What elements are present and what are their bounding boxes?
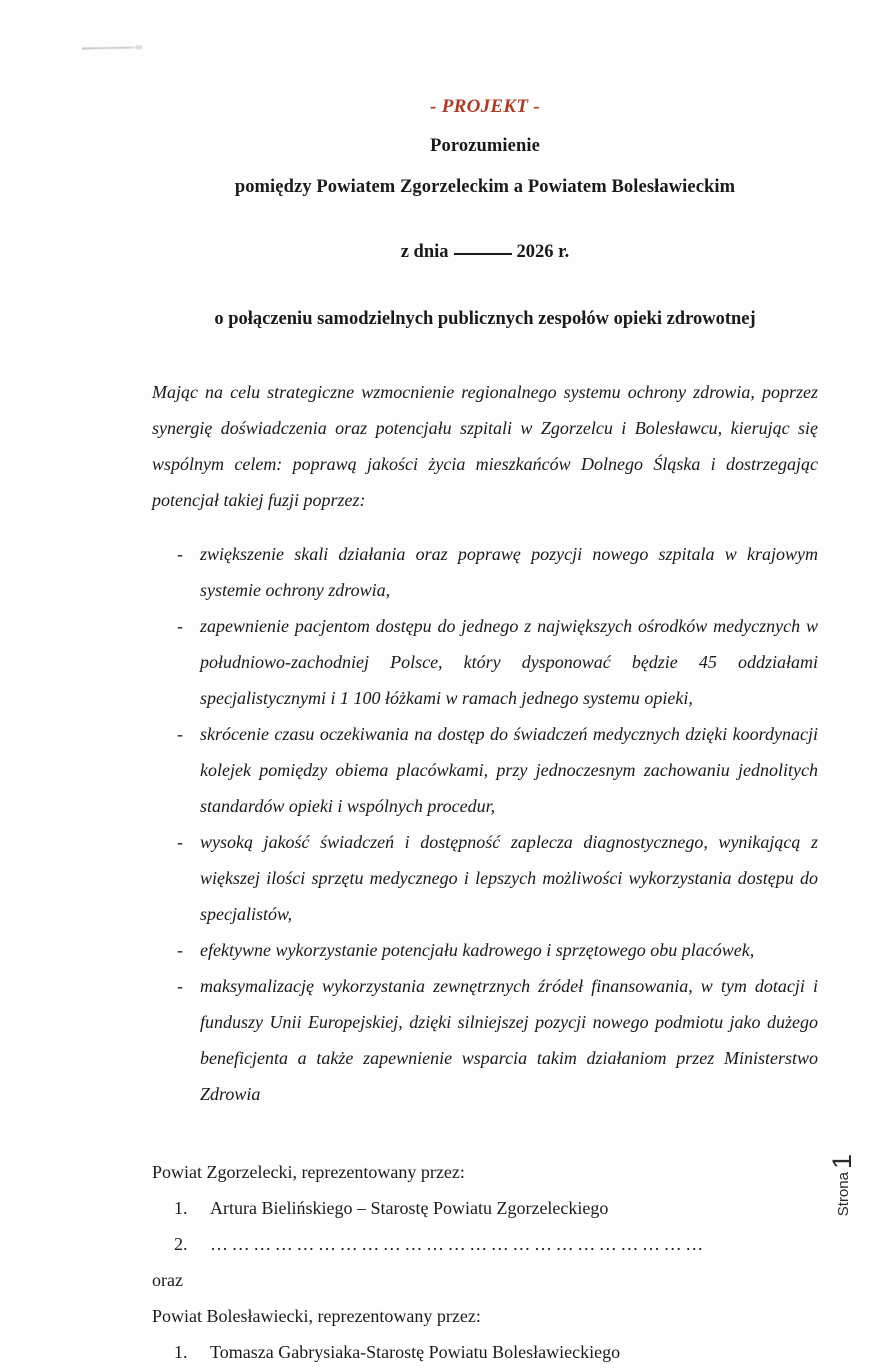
- bullet-dash-icon: -: [177, 616, 183, 636]
- document-subtitle-parties: pomiędzy Powiatem Zgorzeleckim a Powiatem Bolesławieckim: [234, 177, 736, 197]
- list-item-text: skrócenie czasu oczekiwania na dostęp do świadczeń medycznych dzięki koordynacji kolejek pomiędzy obiema placówkami, przy jednoczesnym zachowaniu jednolitych standardów opieki i wspólnych procedur,: [200, 724, 818, 816]
- party-one-heading: Powiat Zgorzelecki, reprezentowany przez:: [152, 1162, 465, 1182]
- list-item: [152, 716, 818, 824]
- list-item-text: zwiększenie skali działania oraz poprawę pozycji nowego szpitala w krajowym systemie ochrony zdrowia,: [200, 544, 818, 600]
- representative-name: Tomasza Gabrysiaka-Starostę Powiatu Bolesławieckiego: [210, 1342, 621, 1362]
- page-number-footer: [827, 1154, 858, 1216]
- conjunction-label: oraz: [152, 1270, 183, 1290]
- bullet-dash-icon: -: [177, 976, 183, 996]
- bullet-dash-icon: -: [177, 724, 183, 744]
- list-item-text: zapewnienie pacjentom dostępu do jednego z największych ośrodków medycznych w południowo-zachodniej Polsce, który dysponować będzie 45 oddziałami specjalistycznymi i 1 100 łóżkami w ramach jednego systemu opieki,: [200, 616, 818, 708]
- list-item: [152, 536, 818, 608]
- draft-label: - PROJEKT -: [430, 96, 540, 117]
- list-item: [152, 1334, 818, 1370]
- document-subject: o połączeniu samodzielnych publicznych zespołów opieki zdrowotnej: [214, 309, 756, 329]
- bullet-dash-icon: -: [177, 940, 183, 960]
- party-two-heading: Powiat Bolesławiecki, reprezentowany przez:: [152, 1306, 481, 1326]
- representative-name: Artura Bielińskiego – Starostę Powiatu Zgorzeleckiego: [210, 1198, 609, 1218]
- goals-list: [152, 536, 818, 1112]
- list-item: [152, 932, 818, 968]
- list-item-number: 2.: [174, 1234, 188, 1254]
- document-date-line: [152, 242, 818, 263]
- date-blank-field[interactable]: [454, 253, 512, 255]
- document-content: [152, 0, 818, 1370]
- scan-artifact-mark: [82, 46, 136, 49]
- page-label: Strona: [835, 1172, 852, 1217]
- list-item: [152, 608, 818, 716]
- list-item-text: wysoką jakość świadczeń i dostępność zaplecza diagnostycznego, wynikającą z większej ilości sprzętu medycznego i lepszych możliwości wykorzystania dostępu do specjalistów,: [200, 832, 818, 924]
- list-item: [152, 824, 818, 932]
- bullet-dash-icon: -: [177, 832, 183, 852]
- list-item-text: efektywne wykorzystanie potencjału kadrowego i sprzętowego obu placówek,: [200, 940, 755, 960]
- list-item: [152, 1226, 818, 1262]
- representative-blank-field[interactable]: ……………………………………………………………: [210, 1234, 707, 1254]
- list-item-number: 1.: [174, 1198, 188, 1218]
- party-two-representatives: [152, 1334, 818, 1370]
- signatories-section: [152, 1154, 818, 1370]
- list-item: [152, 968, 818, 1112]
- date-suffix-label: 2026 r.: [516, 242, 570, 262]
- list-item-text: maksymalizację wykorzystania zewnętrznych źródeł finansowania, w tym dotacji i funduszy Unii Europejskiej, dzięki silniejszej pozycji nowego podmiotu jako dużego beneficjenta a także zapewnienie wsparcia takim działaniom przez Ministerstwo Zdrowia: [200, 976, 818, 1104]
- intro-paragraph: Mając na celu strategiczne wzmocnienie regionalnego systemu ochrony zdrowia, poprzez synergię doświadczenia oraz potencjału szpitali w Zgorzelcu i Bolesławcu, kierując się wspólnym celem: poprawą jakości życia mieszkańców Dolnego Śląska i dostrzegając potencjał takiej fuzji poprzez:: [152, 382, 818, 510]
- bullet-dash-icon: -: [177, 544, 183, 564]
- date-prefix-label: z dnia: [400, 242, 449, 262]
- list-item-number: 1.: [174, 1342, 188, 1362]
- document-title: Porozumienie: [430, 136, 540, 156]
- list-item: [152, 1190, 818, 1226]
- page-number-value: 1: [827, 1154, 857, 1170]
- party-one-representatives: [152, 1190, 818, 1262]
